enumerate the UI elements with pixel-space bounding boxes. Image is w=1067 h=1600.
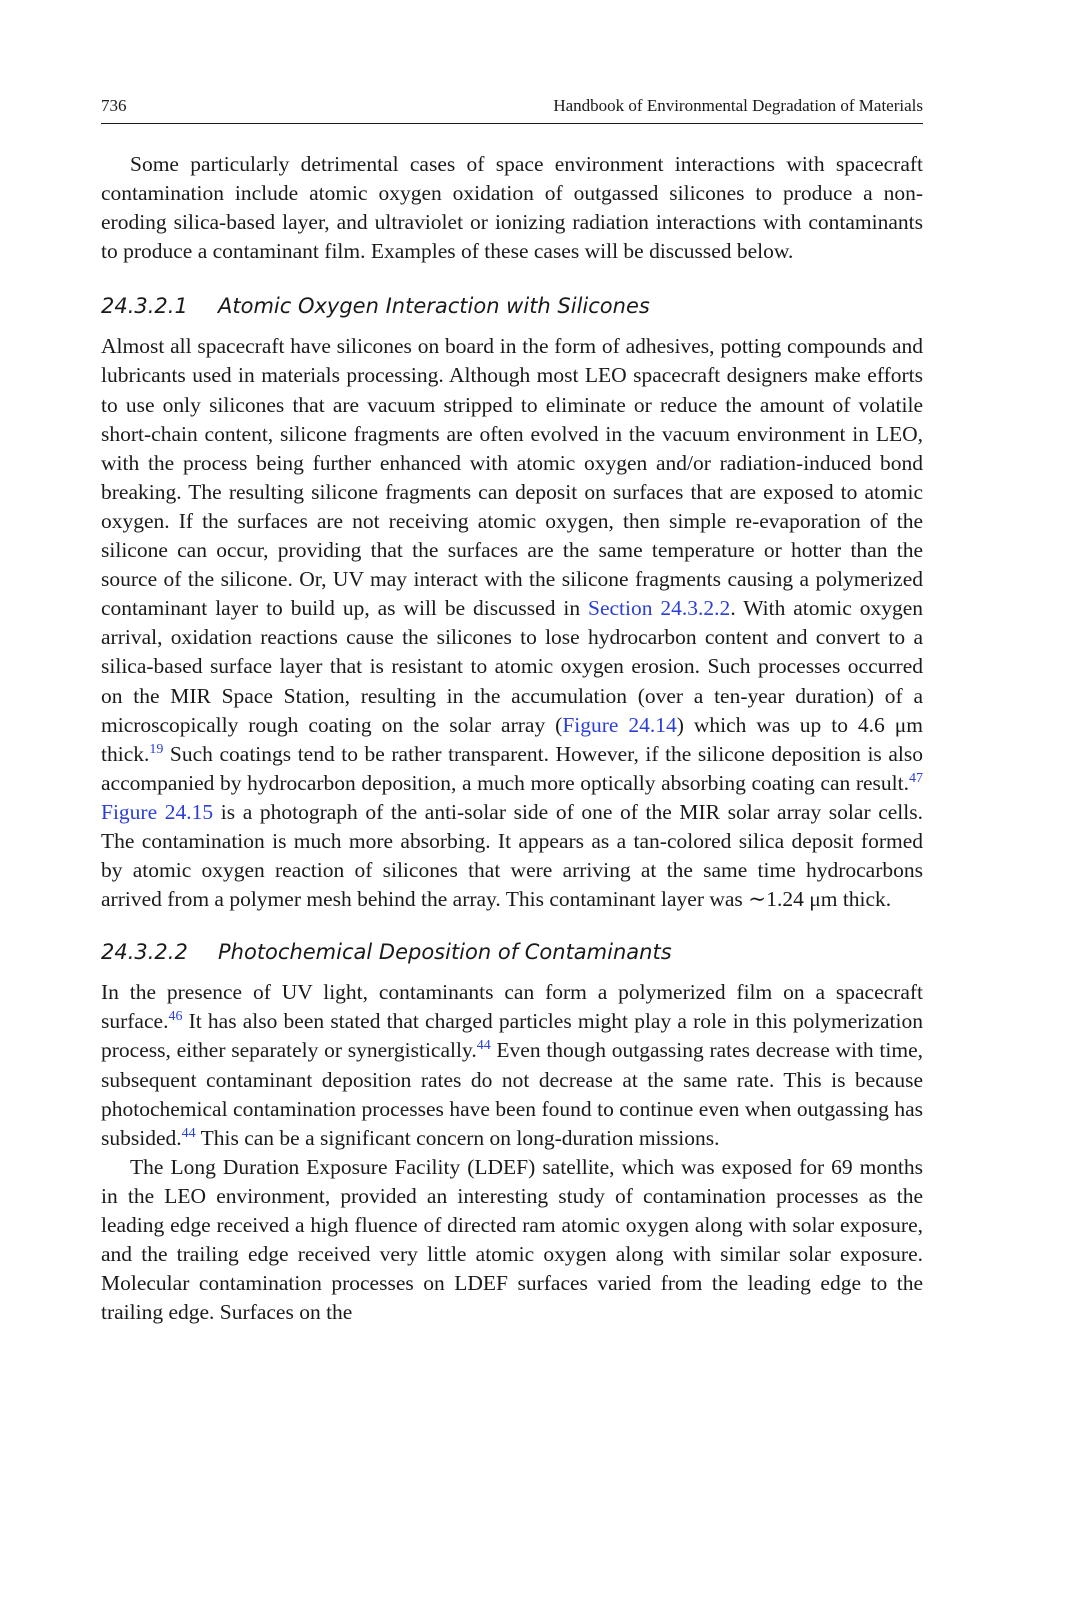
book-title: Handbook of Environmental Degradation of Materials xyxy=(553,96,923,115)
body-text: . With atomic oxygen arrival, oxidation reactions cause the silicones to lose hydrocarbon content and convert to a silica-based surface layer that is resistant to atomic oxygen erosion. Such processes occurred on the MIR Space Station, resulting in the accumulation (over a ten-year duration) of a microscopically rough coating on the solar array ( xyxy=(101,596,923,737)
section-title: Atomic Oxygen Interaction with Silicones xyxy=(218,294,650,319)
section-number: 24.3.2.1 xyxy=(101,294,188,319)
reference-link-44[interactable]: 44 xyxy=(476,1038,491,1054)
silicones-paragraph xyxy=(101,332,923,914)
figure-link-24-14[interactable]: Figure 24.14 xyxy=(562,712,677,737)
body-text: Almost all spacecraft have silicones on board in the form of adhesives, potting compounds and lubricants used in materials processing. Although most LEO spacecraft designers make efforts to use only silicones that are vacuum stripped to eliminate or reduce the amount of volatile short-chain content, silicone fragments are often evolved in the vacuum environment in LEO, with the process being further enhanced with atomic oxygen and/or radiation-induced bond breaking. The resulting silicone fragments can deposit on surfaces that are exposed to atomic oxygen. If the surfaces are not receiving atomic oxygen, then simple re-evaporation of the silicone can occur, providing that the surfaces are the same temperature or hotter than the source of the silicone. Or, UV may interact with the silicone fragments causing a polymerized contaminant layer to build up, as will be discussed in xyxy=(101,334,923,621)
section-link-24-3-2-2[interactable]: Section 24.3.2.2 xyxy=(588,596,731,621)
ldef-paragraph: The Long Duration Exposure Facility (LDEF) satellite, which was exposed for 69 months in the LEO environment, provided an interesting study of contamination processes as the leading edge received a high fluence of directed ram atomic oxygen along with solar exposure, and the trailing edge received very little atomic oxygen along with similar solar exposure. Molecular contamination processes on LDEF surfaces varied from the leading edge to the trailing edge. Surfaces on the xyxy=(101,1154,923,1325)
reference-link-19[interactable]: 19 xyxy=(149,741,164,757)
photochemical-paragraph xyxy=(101,978,923,1153)
reference-link-44[interactable]: 44 xyxy=(181,1125,196,1141)
reference-link-47[interactable]: 47 xyxy=(909,770,923,786)
intro-paragraph: Some particularly detrimental cases of space environment interactions with spacecraft contamination include atomic oxygen oxidation of outgassed silicones to produce a non-eroding silica-based layer, and ultraviolet or ionizing radiation interactions with contaminants to produce a contaminant film. Examples of these cases will be discussed below. xyxy=(101,152,923,264)
section-number: 24.3.2.2 xyxy=(101,940,188,965)
body-text: Such coatings tend to be rather transparent. However, if the silicone deposition is also accompanied by hydrocarbon deposition, a much more optically absorbing coating can result. xyxy=(101,741,923,795)
reference-link-46[interactable]: 46 xyxy=(168,1009,183,1025)
body-text: is a photograph of the anti-solar side of one of the MIR solar array solar cells. The contamination is much more absorbing. It appears as a tan-colored silica deposit formed by atomic oxygen reaction of silicones that were arriving at the same time hydrocarbons arrived from a polymer mesh behind the array. This contaminant layer was ∼1.24 μm thick. xyxy=(101,799,923,912)
section-heading-24-3-2-1 xyxy=(101,294,923,318)
page-number: 736 xyxy=(101,96,127,115)
section-heading-24-3-2-2 xyxy=(101,940,923,964)
figure-link-24-15[interactable]: Figure 24.15 xyxy=(101,799,214,824)
section-title: Photochemical Deposition of Contaminants xyxy=(218,940,672,965)
page xyxy=(101,96,923,1327)
body-text: In the presence of UV light, contaminants can form a polymerized film on a spacecraft surface. xyxy=(101,980,923,1034)
body-text: This can be a significant concern on long-duration missions. xyxy=(195,1125,720,1150)
body-text: It has also been stated that charged particles might play a role in this polymerization process, either separately or synergistically. xyxy=(101,1009,923,1063)
body-text: Even though outgassing rates decrease with time, subsequent contaminant deposition rates do not decrease at the same rate. This is because photochemical contamination processes have been found to continue even when outgassing has subsided. xyxy=(101,1038,923,1150)
body-text: ) which was up to 4.6 μm thick. xyxy=(101,712,923,766)
running-header xyxy=(101,96,923,124)
